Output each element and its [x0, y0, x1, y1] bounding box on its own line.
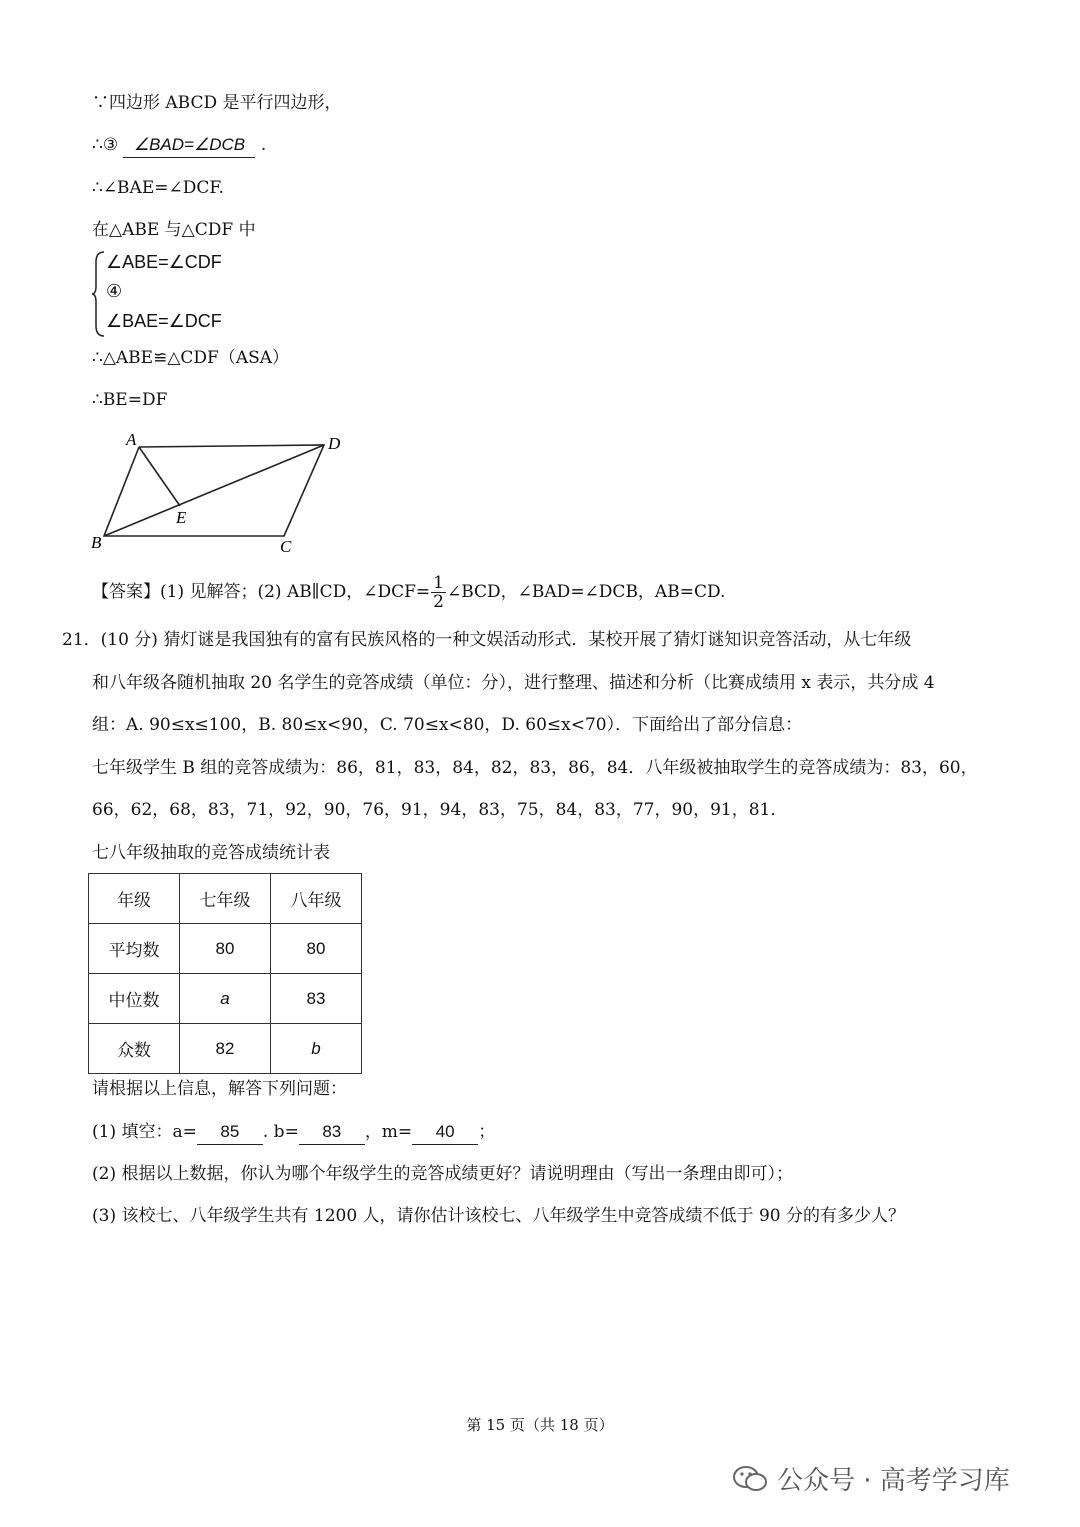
table-cell: 众数: [89, 1024, 180, 1074]
table-cell: 83: [271, 974, 362, 1024]
proof-line-2-suffix: .: [260, 135, 267, 155]
table-header-cell: 年级: [89, 874, 180, 924]
label-b: B: [91, 533, 102, 552]
table-header-cell: 八年级: [271, 874, 362, 924]
page-footer: 第 15 页（共 18 页）: [466, 1416, 614, 1434]
table-row: [89, 1024, 362, 1074]
watermark: [733, 1460, 1010, 1497]
brace-line-3: ∠BAE=∠DCF: [106, 311, 222, 331]
proof-line-6: ∴BE=DF: [92, 390, 168, 410]
proof-blank-3: ∠BAD=∠DCB: [123, 133, 255, 158]
part-1-mid-1: . b=: [262, 1122, 299, 1142]
brace-system: [92, 250, 292, 338]
q21-line-5: 66，62，68，83，71，92，90，76，91，94，83，75，84，83，77，90，91，81．: [92, 800, 788, 820]
q21-line-1: 21．(10 分) 猜灯谜是我国独有的富有民族风格的一种文娱活动形式．某校开展了猜灯谜知识竞答活动，从七年级: [62, 630, 912, 650]
table-cell: a: [180, 974, 271, 1024]
q21-line-3: 组：A. 90≤x≤100，B. 80≤x<90，C. 70≤x<80，D. 60≤x<70）．下面给出了部分信息：: [92, 715, 803, 735]
answer-prefix: 【答案】(1) 见解答；(2) AB∥CD，∠DCF=: [92, 582, 431, 602]
label-a: A: [126, 430, 137, 449]
fraction-numerator: 1: [433, 573, 444, 593]
table-cell: 80: [180, 924, 271, 974]
table-row: [89, 974, 362, 1024]
brace-line-2: ④: [106, 281, 123, 301]
answer-suffix: ∠BCD，∠BAD=∠DCB，AB=CD.: [446, 582, 726, 602]
parallelogram-figure: [88, 425, 358, 560]
table-cell: 中位数: [89, 974, 180, 1024]
part-3-line: (3) 该校七、八年级学生共有 1200 人，请你估计该校七、八年级学生中竞答成绩不低于 90 分的有多少人？: [92, 1206, 905, 1226]
q21-line-2: 和八年级各随机抽取 20 名学生的竞答成绩（单位：分），进行整理、描述和分析（比赛成绩用 x 表示，共分成 4: [92, 673, 935, 693]
answer-line: [92, 574, 725, 611]
proof-line-1: ∵四边形 ABCD 是平行四边形，: [92, 93, 342, 113]
blank-a: 85: [197, 1120, 263, 1145]
blank-b: 83: [299, 1120, 365, 1145]
part-1-line: [92, 1120, 495, 1145]
segment-ae: [139, 447, 180, 506]
brace-icon: [92, 250, 106, 338]
fraction-denominator: 2: [433, 592, 444, 612]
q21-line-4: 七年级学生 B 组的竞答成绩为：86，81，83，84，82，83，86，84．八年级被抽取学生的竞答成绩为：83，60，: [92, 758, 978, 778]
proof-line-4: 在△ABE 与△CDF 中: [92, 220, 256, 240]
proof-line-2: [92, 133, 266, 158]
table-cell: 82: [180, 1024, 271, 1074]
table-header-cell: 七年级: [180, 874, 271, 924]
label-c: C: [280, 537, 292, 556]
label-e: E: [176, 508, 187, 527]
part-1-prefix: (1) 填空：a=: [92, 1122, 197, 1142]
brace-line-1: ∠ABE=∠CDF: [106, 252, 222, 272]
table-header-row: [89, 874, 362, 924]
label-d: D: [328, 434, 341, 453]
stats-table: [88, 873, 362, 1074]
part-1-suffix: ；: [478, 1122, 496, 1142]
proof-line-3: ∴∠BAE=∠DCF.: [92, 178, 224, 198]
table-cell: b: [271, 1024, 362, 1074]
proof-line-5: ∴△ABE≌△CDF（ASA）: [92, 348, 290, 368]
table-row: [89, 924, 362, 974]
diagonal-bd: [104, 445, 324, 536]
table-cell: 80: [271, 924, 362, 974]
proof-line-2-prefix: ∴③: [92, 135, 119, 155]
blank-m: 40: [412, 1120, 478, 1145]
table-cell: 平均数: [89, 924, 180, 974]
watermark-text: 公众号 · 高考学习库: [777, 1466, 1010, 1496]
part-1-mid-2: ，m=: [364, 1122, 413, 1142]
ask-line: 请根据以上信息，解答下列问题：: [92, 1079, 347, 1099]
part-2-line: (2) 根据以上数据，你认为哪个年级学生的竞答成绩更好？请说明理由（写出一条理由即可）；: [92, 1164, 793, 1184]
table-title: 七八年级抽取的竞答成绩统计表: [92, 843, 330, 863]
wechat-icon: [733, 1465, 767, 1493]
fraction-one-half: [431, 574, 446, 611]
